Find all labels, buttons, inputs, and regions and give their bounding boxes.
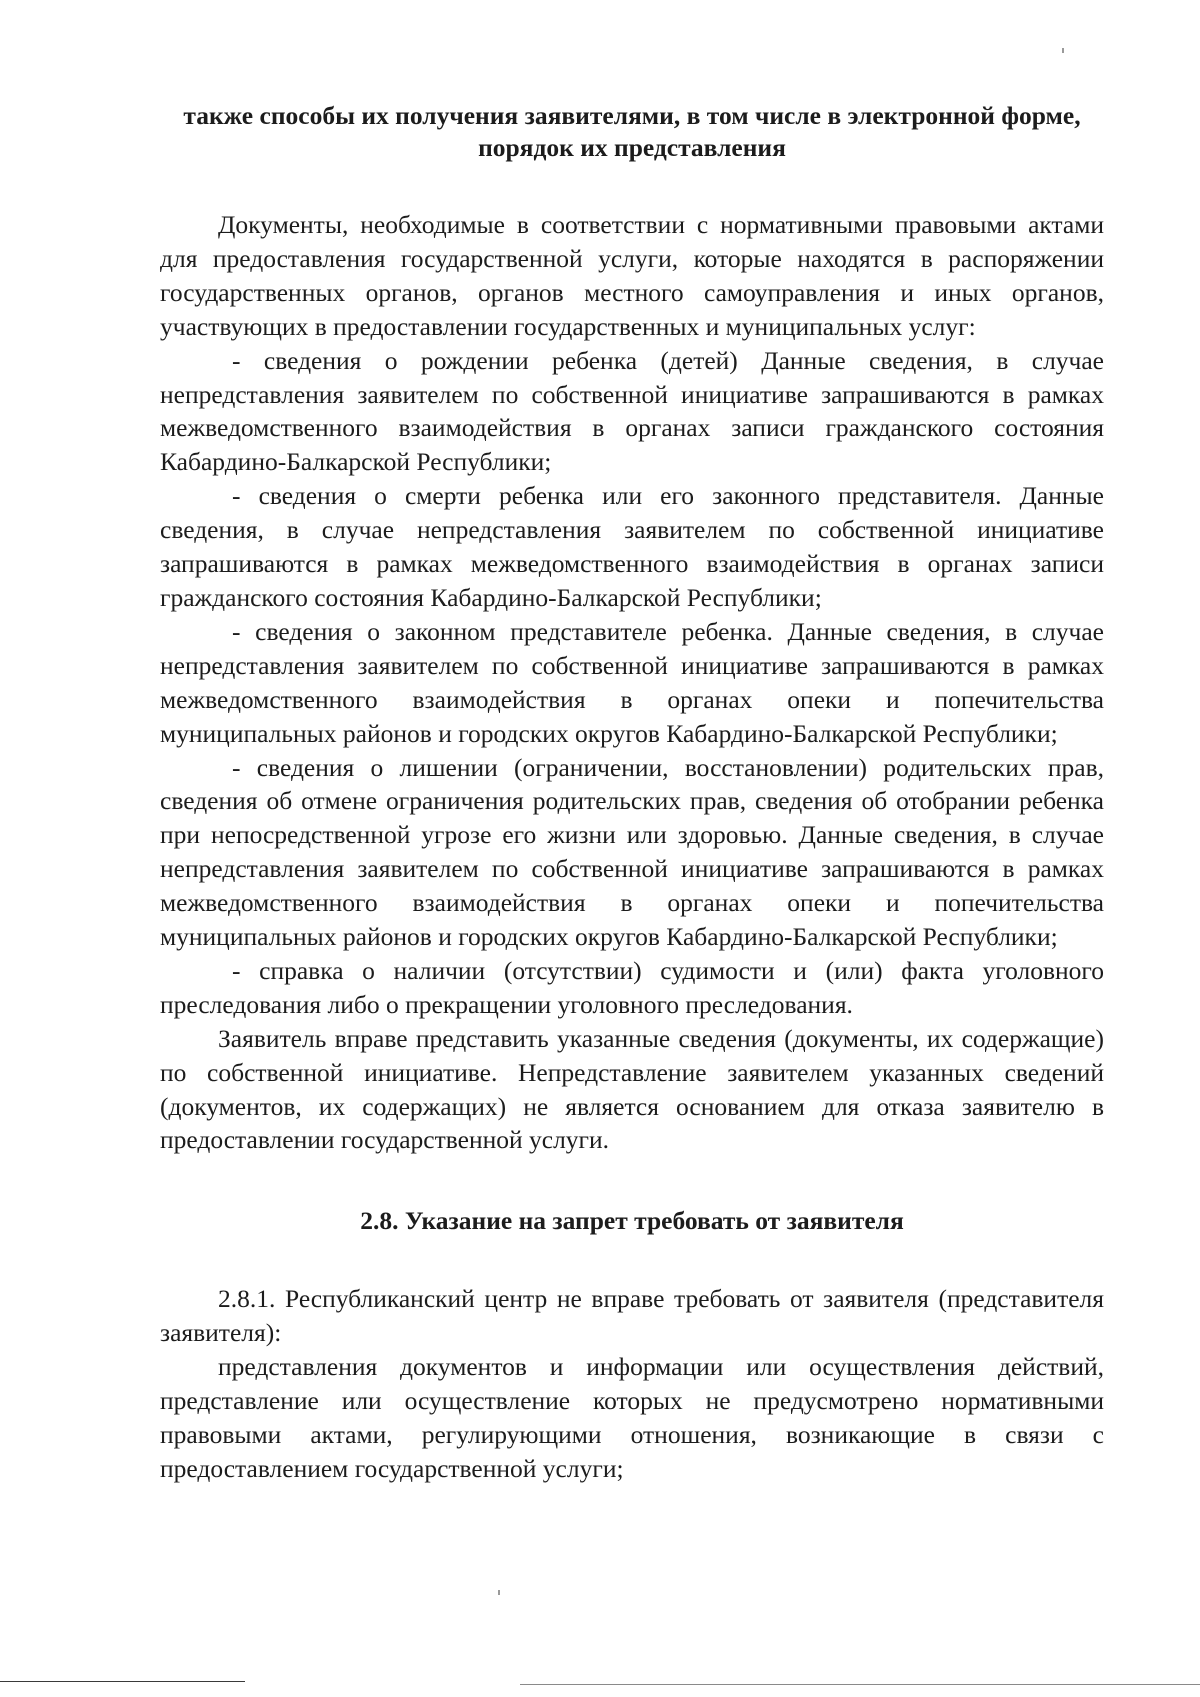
paragraph-applicant-right: Заявитель вправе представить указанные сведения (документы, их содержащие) по собственной инициативе. Непредставление заявителем указанных сведений (документов, их содержащих) не является основанием для отказа заявителю в предоставлении государственной услуги. bbox=[160, 1023, 1104, 1155]
list-item-parental-rights: - сведения о лишении (ограничении, восстановлении) родительских прав, сведения об отмене ограничения родительских прав, сведения об отобрании ребенка при непосредственной угрозе его жизни или здоровью. Данные сведения, в случае непредставления заявителем по собственной инициативе запрашиваются в рамках межведомственного взаимодействия в органах опеки и попечительства муниципальных районов и городских округов Кабардино-Балкарской Республики; bbox=[160, 752, 1104, 952]
list-item-birth-info: - сведения о рождении ребенка (детей) Данные сведения, в случае непредставления заявителем по собственной инициативе запрашиваются в рамках межведомственного взаимодействия в органах записи гражданского состояния Кабардино-Балкарской Республики; bbox=[160, 345, 1104, 477]
list-item-criminal-record: - справка о наличии (отсутствии) судимости и (или) факта уголовного преследования либо о прекращении уголовного преследования. bbox=[160, 955, 1104, 1019]
section-heading-continuation: также способы их получения заявителями, в том числе в электронной форме, порядок их представления bbox=[183, 101, 1081, 162]
document-body bbox=[160, 100, 1104, 1486]
paragraph-2-8-1: 2.8.1. Республиканский центр не вправе требовать от заявителя (представителя заявителя): bbox=[160, 1284, 1104, 1348]
paragraph-prohibition-item: представления документов и информации или осуществления действий, представление или осуществление которых не предусмотрено нормативными правовыми актами, регулирующими отношения, возникающие в связи с предоставлением государственной услуги; bbox=[160, 1352, 1104, 1483]
scan-speck bbox=[1062, 48, 1064, 53]
list-item-legal-representative: - сведения о законном представителе ребенка. Данные сведения, в случае непредставления заявителем по собственной инициативе запрашиваются в рамках межведомственного взаимодействия в органах опеки и попечительства муниципальных районов и городских округов Кабардино-Балкарской Республики; bbox=[160, 616, 1104, 748]
scan-edge-line bbox=[520, 1684, 1200, 1685]
paragraph-documents-intro: Документы, необходимые в соответствии с нормативными правовыми актами для предоставления государственной услуги, которые находятся в распоряжении государственных органов, органов местного самоуправления и иных органов, участвующих в предоставлении государственных и муниципальных услуг: bbox=[160, 210, 1104, 341]
list-item-death-info: - сведения о смерти ребенка или его законного представителя. Данные сведения, в случае непредставления заявителем по собственной инициативе запрашиваются в рамках межведомственного взаимодействия в органах записи гражданского состояния Кабардино-Балкарской Республики; bbox=[160, 481, 1104, 612]
scan-edge-line bbox=[0, 1681, 245, 1682]
section-title-2-8: 2.8. Указание на запрет требовать от заявителя bbox=[360, 1206, 904, 1236]
scan-speck bbox=[498, 1590, 500, 1595]
